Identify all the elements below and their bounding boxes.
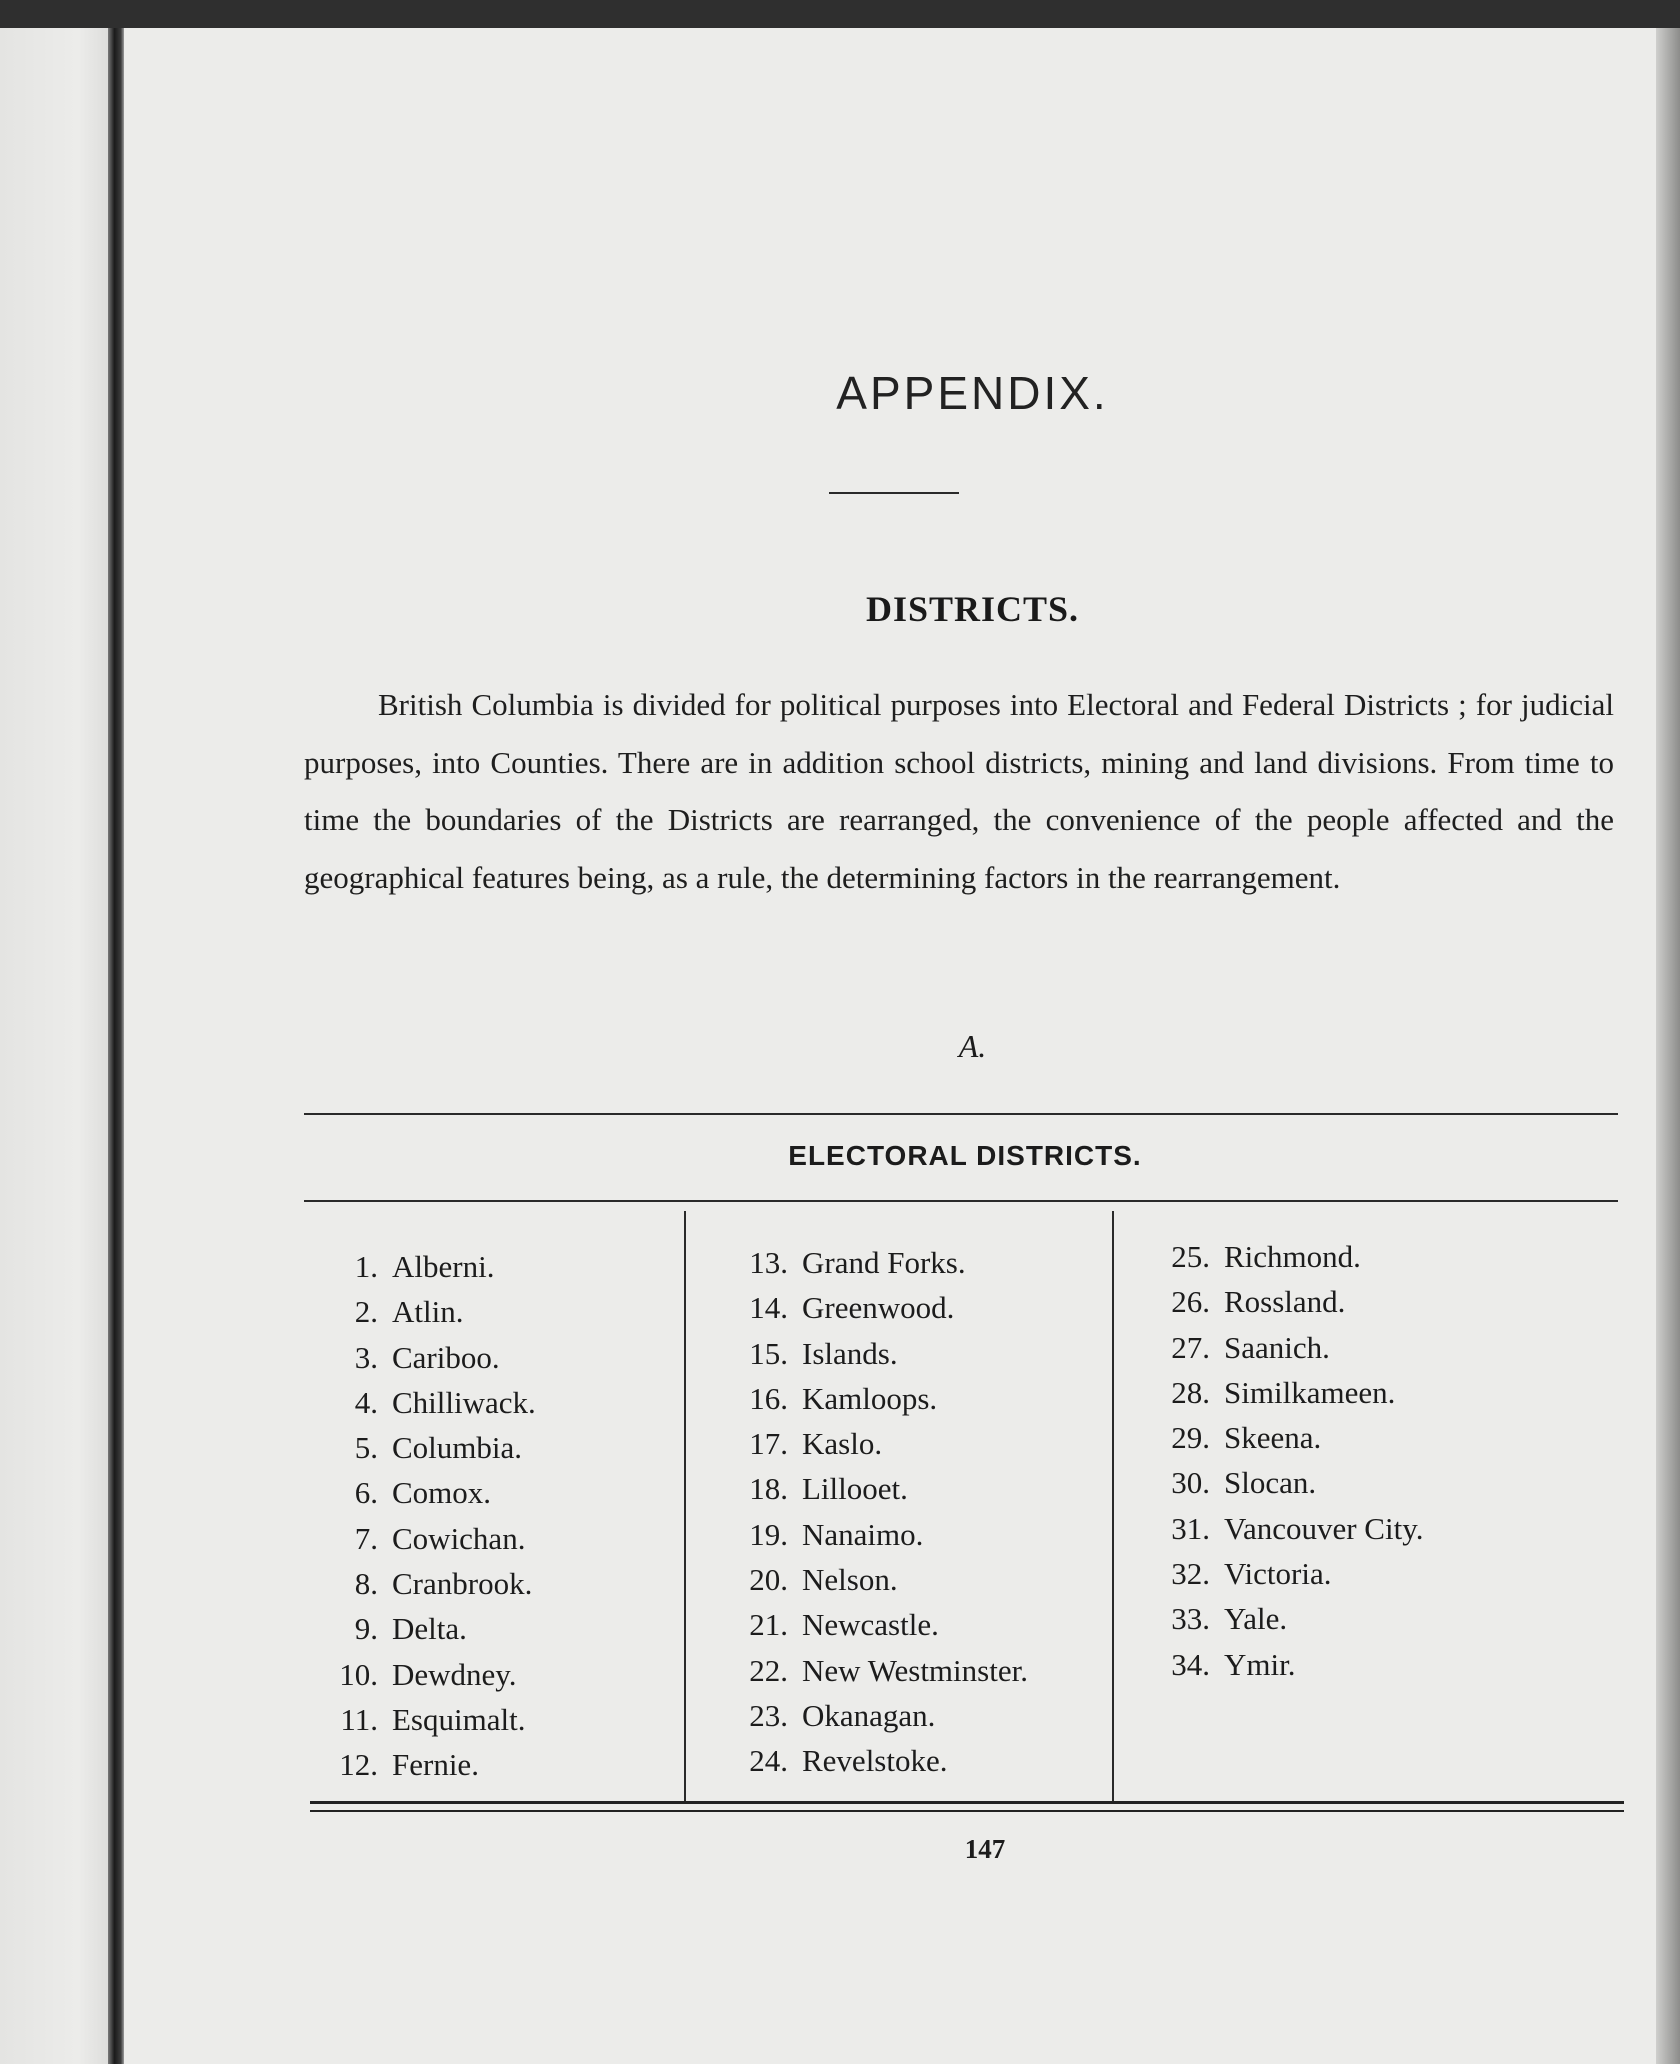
district-entry (704, 1376, 1028, 1421)
intro-paragraph: British Columbia is divided for political purposes into Electoral and Federal Districts ; for judicial purposes, into Counties. There are in addition school districts, mining and land divisions. From time to time the boundaries of the Districts are rearranged, the convenience of the people affected and the geographical features being, as a rule, the determining factors in the rearrangement. (304, 687, 1614, 895)
district-entry (1126, 1551, 1423, 1596)
district-entry (306, 1652, 536, 1697)
district-entry (1126, 1234, 1423, 1279)
district-entry (306, 1742, 536, 1787)
district-number: 6. (354, 1475, 378, 1511)
district-number: 30. (1171, 1465, 1210, 1501)
district-name: Nelson. (802, 1562, 898, 1598)
district-name: Slocan. (1224, 1465, 1317, 1501)
district-number: 16. (749, 1380, 788, 1416)
district-name: Greenwood. (802, 1290, 955, 1326)
page-right-edge (1656, 28, 1680, 2064)
district-number: 2. (354, 1294, 378, 1330)
table-title: ELECTORAL DISTRICTS. (788, 1140, 1142, 1171)
district-number: 15. (749, 1335, 788, 1371)
district-number: 20. (749, 1562, 788, 1598)
book-page (124, 28, 1656, 2064)
district-name: Vancouver City. (1224, 1510, 1424, 1546)
district-name: Saanich. (1224, 1329, 1330, 1365)
district-name: Nanaimo. (802, 1516, 924, 1552)
district-name: Richmond. (1224, 1239, 1361, 1274)
district-entry (306, 1244, 536, 1289)
district-entry (306, 1516, 536, 1561)
district-entry (1126, 1279, 1423, 1324)
scan-top-edge (0, 0, 1680, 28)
district-name: Ymir. (1224, 1646, 1296, 1682)
district-entry (704, 1738, 1028, 1783)
district-name: Lillooet. (802, 1471, 908, 1507)
district-name: Comox. (392, 1475, 492, 1511)
column-divider (684, 1211, 686, 1803)
district-name: Okanagan. (802, 1697, 936, 1733)
facing-page (0, 28, 112, 2064)
district-entry (704, 1512, 1028, 1557)
column-divider (1112, 1211, 1114, 1803)
district-number: 4. (354, 1384, 378, 1420)
district-name: Fernie. (392, 1747, 479, 1783)
district-number: 13. (749, 1245, 788, 1280)
district-number: 7. (354, 1520, 378, 1556)
table-header-rule (304, 1200, 1618, 1202)
district-entry (1126, 1460, 1423, 1505)
district-number: 23. (749, 1697, 788, 1733)
district-entry (1126, 1642, 1423, 1687)
district-number: 8. (354, 1566, 378, 1602)
district-entry (704, 1331, 1028, 1376)
district-name: Skeena. (1224, 1420, 1322, 1456)
district-name: Alberni. (392, 1249, 495, 1284)
district-entry (1126, 1506, 1423, 1551)
district-entry (1126, 1325, 1423, 1370)
page-title: APPENDIX. (836, 367, 1109, 419)
table-top-rule (304, 1113, 1618, 1115)
district-name: Yale. (1224, 1601, 1288, 1637)
district-number: 14. (749, 1290, 788, 1326)
district-column-3 (1126, 1234, 1423, 1687)
district-name: Atlin. (392, 1294, 464, 1330)
district-number: 1. (354, 1249, 378, 1284)
district-number: 5. (354, 1430, 378, 1466)
district-name: Delta. (392, 1611, 467, 1647)
district-number: 28. (1171, 1374, 1210, 1410)
title-divider (829, 492, 959, 494)
district-entry (1126, 1596, 1423, 1641)
district-column-1 (306, 1244, 536, 1788)
district-number: 10. (339, 1656, 378, 1692)
district-entry (306, 1380, 536, 1425)
district-number: 18. (749, 1471, 788, 1507)
district-name: Columbia. (392, 1430, 523, 1466)
district-name: Kamloops. (802, 1380, 938, 1416)
district-name: New Westminster. (802, 1652, 1028, 1688)
district-name: Chilliwack. (392, 1384, 536, 1420)
district-entry (704, 1240, 1028, 1285)
district-name: Dewdney. (392, 1656, 517, 1692)
book-spine (108, 28, 124, 2064)
district-entry (704, 1557, 1028, 1602)
district-number: 12. (339, 1747, 378, 1783)
district-name: Rossland. (1224, 1284, 1346, 1320)
district-name: Grand Forks. (802, 1245, 966, 1280)
district-name: Esquimalt. (392, 1701, 526, 1737)
district-entry (306, 1335, 536, 1380)
district-number: 34. (1171, 1646, 1210, 1682)
table-bottom-rule (310, 1801, 1624, 1804)
district-entry (704, 1466, 1028, 1511)
district-number: 33. (1171, 1601, 1210, 1637)
district-number: 27. (1171, 1329, 1210, 1365)
district-name: Cowichan. (392, 1520, 526, 1556)
district-entry (306, 1425, 536, 1470)
district-entry (704, 1285, 1028, 1330)
district-name: Cranbrook. (392, 1566, 533, 1602)
district-column-2 (704, 1240, 1028, 1784)
district-number: 31. (1171, 1510, 1210, 1546)
district-entry (1126, 1415, 1423, 1460)
district-number: 29. (1171, 1420, 1210, 1456)
district-number: 21. (749, 1607, 788, 1643)
district-number: 9. (354, 1611, 378, 1647)
table-bottom-rule-double (310, 1810, 1624, 1812)
district-number: 11. (340, 1701, 378, 1737)
district-number: 19. (749, 1516, 788, 1552)
page-number: 147 (964, 1834, 1006, 1864)
district-entry (704, 1421, 1028, 1466)
district-number: 17. (749, 1426, 788, 1462)
district-name: Revelstoke. (802, 1743, 948, 1779)
district-number: 25. (1171, 1239, 1210, 1274)
district-number: 24. (749, 1743, 788, 1779)
district-entry (306, 1470, 536, 1515)
district-entry (306, 1289, 536, 1334)
district-name: Islands. (802, 1335, 898, 1371)
district-name: Cariboo. (392, 1339, 500, 1375)
district-number: 32. (1171, 1556, 1210, 1592)
district-number: 26. (1171, 1284, 1210, 1320)
district-entry (704, 1602, 1028, 1647)
district-entry (306, 1561, 536, 1606)
district-entry (704, 1648, 1028, 1693)
district-name: Victoria. (1224, 1556, 1332, 1592)
district-number: 3. (354, 1339, 378, 1375)
district-name: Similkameen. (1224, 1374, 1396, 1410)
section-heading: DISTRICTS. (865, 589, 1080, 629)
district-entry (306, 1606, 536, 1651)
subsection-label: A. (958, 1028, 987, 1064)
district-entry (704, 1693, 1028, 1738)
district-entry (306, 1697, 536, 1742)
district-number: 22. (749, 1652, 788, 1688)
district-entry (1126, 1370, 1423, 1415)
district-name: Newcastle. (802, 1607, 939, 1643)
district-name: Kaslo. (802, 1426, 883, 1462)
